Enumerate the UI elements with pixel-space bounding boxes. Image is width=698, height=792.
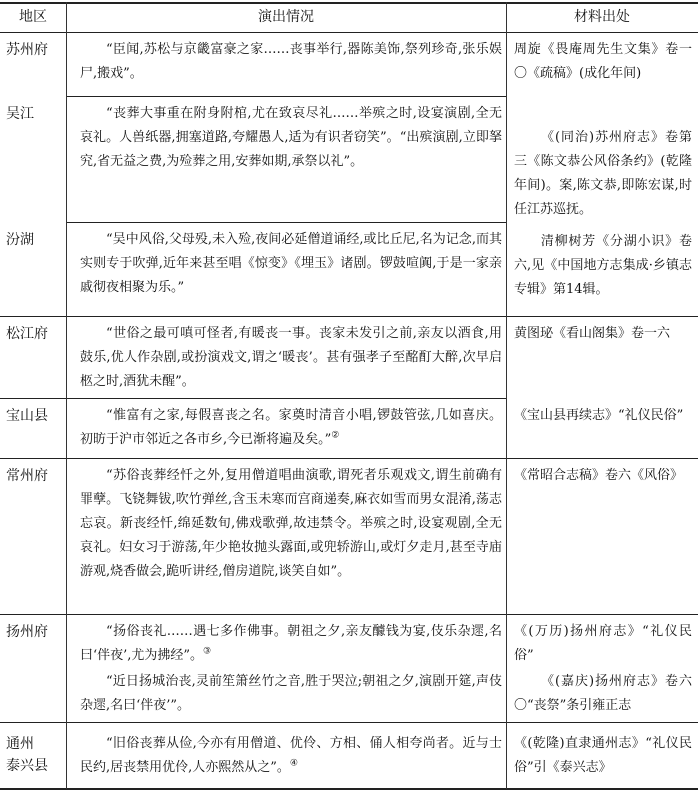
footnote-marker: ③	[203, 646, 212, 657]
region-wujiang: 吴江	[6, 106, 34, 122]
performance-yangzhou-1	[80, 620, 502, 668]
source-songjiang: 黄图珌《看山阁集》卷一六	[514, 326, 671, 341]
footnote-marker: ②	[331, 430, 340, 441]
performance-text: “惟富有之家,每假喜丧之名。家奠时清音小唱,锣鼓管弦,几如喜庆。初昉于沪市邻近之各市乡,今已渐将遍及矣。”	[80, 408, 502, 447]
footnote-marker: ④	[289, 758, 298, 769]
region-baoshan: 宝山县	[6, 408, 48, 424]
source-yangzhou-2	[514, 670, 692, 718]
performance-wujiang	[80, 102, 502, 174]
header-performance: 演出情况	[258, 9, 314, 25]
source-tongzhou: 《(乾隆)直隶通州志》“礼仪民俗”引《泰兴志》	[514, 736, 692, 775]
performance-fenhu	[80, 228, 502, 300]
header-region: 地区	[19, 9, 47, 25]
performance-text: “扬俗丧礼……遇七多作佛事。朝祖之夕,亲友醵钱为宴,伎乐杂遝,名曰‘伴夜’,尤为拂经”。	[80, 624, 502, 663]
region-fenhu: 汾湖	[6, 232, 34, 248]
column-rule	[506, 2, 507, 789]
performance-text: “苏俗丧葬经忏之外,复用僧道唱曲演歌,谓死者乐观戏文,谓生前确有罪孽。飞铙舞钹,吹竹弹丝,含玉未寒而宫商递奏,麻衣如雪而男女混淆,荡志忘哀。新丧经忏,绵延数旬,佛戏歌弹,故违禁令。举殡之时,设宴观剧,全无哀礼。妇女习于游荡,年少艳妆抛头露面,或兜轿游山,或灯夕走月,甚至寺庙游观,烧香做会,跪听讲经,僧房道院,谈笑自如”。	[80, 468, 502, 579]
table-bottom-rule	[0, 788, 698, 790]
source-wujiang	[514, 126, 692, 222]
column-rule	[66, 2, 67, 789]
source-fenhu	[514, 230, 692, 302]
row-rule	[0, 316, 698, 317]
performance-tongzhou	[80, 732, 502, 780]
performance-suzhou	[80, 38, 502, 86]
source-changzhou: 《常昭合志稿》卷六《风俗》	[514, 468, 684, 483]
source-yangzhou-1: 《(万历)扬州府志》“礼仪民俗”	[514, 624, 692, 663]
region-yangzhou: 扬州府	[6, 624, 48, 640]
source-text: 《(嘉庆)扬州府志》卷六〇“丧祭”条引雍正志	[514, 674, 692, 713]
performance-songjiang	[80, 322, 502, 394]
performance-text: “旧俗丧葬从俭,今亦有用僧道、优伶、方相、俑人相夸尚者。近与士民约,居丧禁用优伶,人亦熙然从之”。	[80, 736, 502, 775]
header-rule	[0, 32, 698, 33]
source-text: 《(同治)苏州府志》卷第三《陈文恭公风俗条约》(乾隆年间)。案,陈文恭,即陈宏谋,时任江苏巡抚。	[514, 130, 692, 217]
performance-text: “近日扬城治丧,灵前笙箫丝竹之音,胜于哭泣;朝祖之夕,演剧开筵,声伎杂遝,名曰‘伴夜’”。	[80, 674, 502, 713]
performance-baoshan	[80, 404, 502, 452]
row-rule	[66, 222, 506, 223]
row-rule	[0, 614, 698, 615]
row-rule	[0, 722, 698, 723]
source-text: 清柳树芳《分湖小识》卷六,见《中国地方志集成·乡镇志专辑》第14辑。	[514, 234, 692, 297]
header-source: 材料出处	[574, 9, 630, 25]
performance-yangzhou-2	[80, 670, 502, 718]
region-suzhou: 苏州府	[6, 42, 48, 58]
region-taixing: 泰兴县	[6, 758, 48, 774]
region-tongzhou: 通州	[6, 736, 34, 752]
source-baoshan: 《宝山县再续志》“礼仪民俗”	[514, 408, 684, 423]
source-suzhou: 周旋《畏庵周先生文集》卷一〇《疏稿》(成化年间)	[514, 42, 692, 81]
performance-text: “世俗之最可嗔可怪者,有暖丧一事。丧家未发引之前,亲友以酒食,用鼓乐,优人作杂剧,或扮演戏文,谓之‘暖丧’。甚有强孝子至酩酊大醉,次早启柩之时,酒犹未醒”。	[80, 326, 502, 389]
performance-text: “臣闻,苏松与京畿富豪之家……丧事举行,器陈美饰,祭列珍奇,张乐娱尸,搬戏”。	[80, 42, 502, 81]
row-rule	[66, 96, 506, 97]
performance-text: “吴中风俗,父母殁,未入殓,夜间必延僧道诵经,或比丘尼,名为记念,而其实则专于吹弹,近年来甚至唱《惊变》《埋玉》诸剧。锣鼓喧阗,于是一家亲戚彻夜相聚为乐。”	[80, 232, 502, 295]
region-changzhou: 常州府	[6, 468, 48, 484]
row-rule	[0, 398, 506, 399]
row-rule	[0, 458, 698, 459]
region-songjiang: 松江府	[6, 326, 48, 342]
performance-text: “丧葬大事重在附身附棺,尤在致哀尽礼……举殡之时,设宴演剧,全无哀礼。人兽纸器,拥塞道路,夸耀愚人,适为有识者窃笑”。“出殡演剧,立即拏究,省无益之费,为殓葬之用,安葬如期,承祭以礼”。	[80, 106, 502, 169]
performance-changzhou	[80, 464, 502, 584]
